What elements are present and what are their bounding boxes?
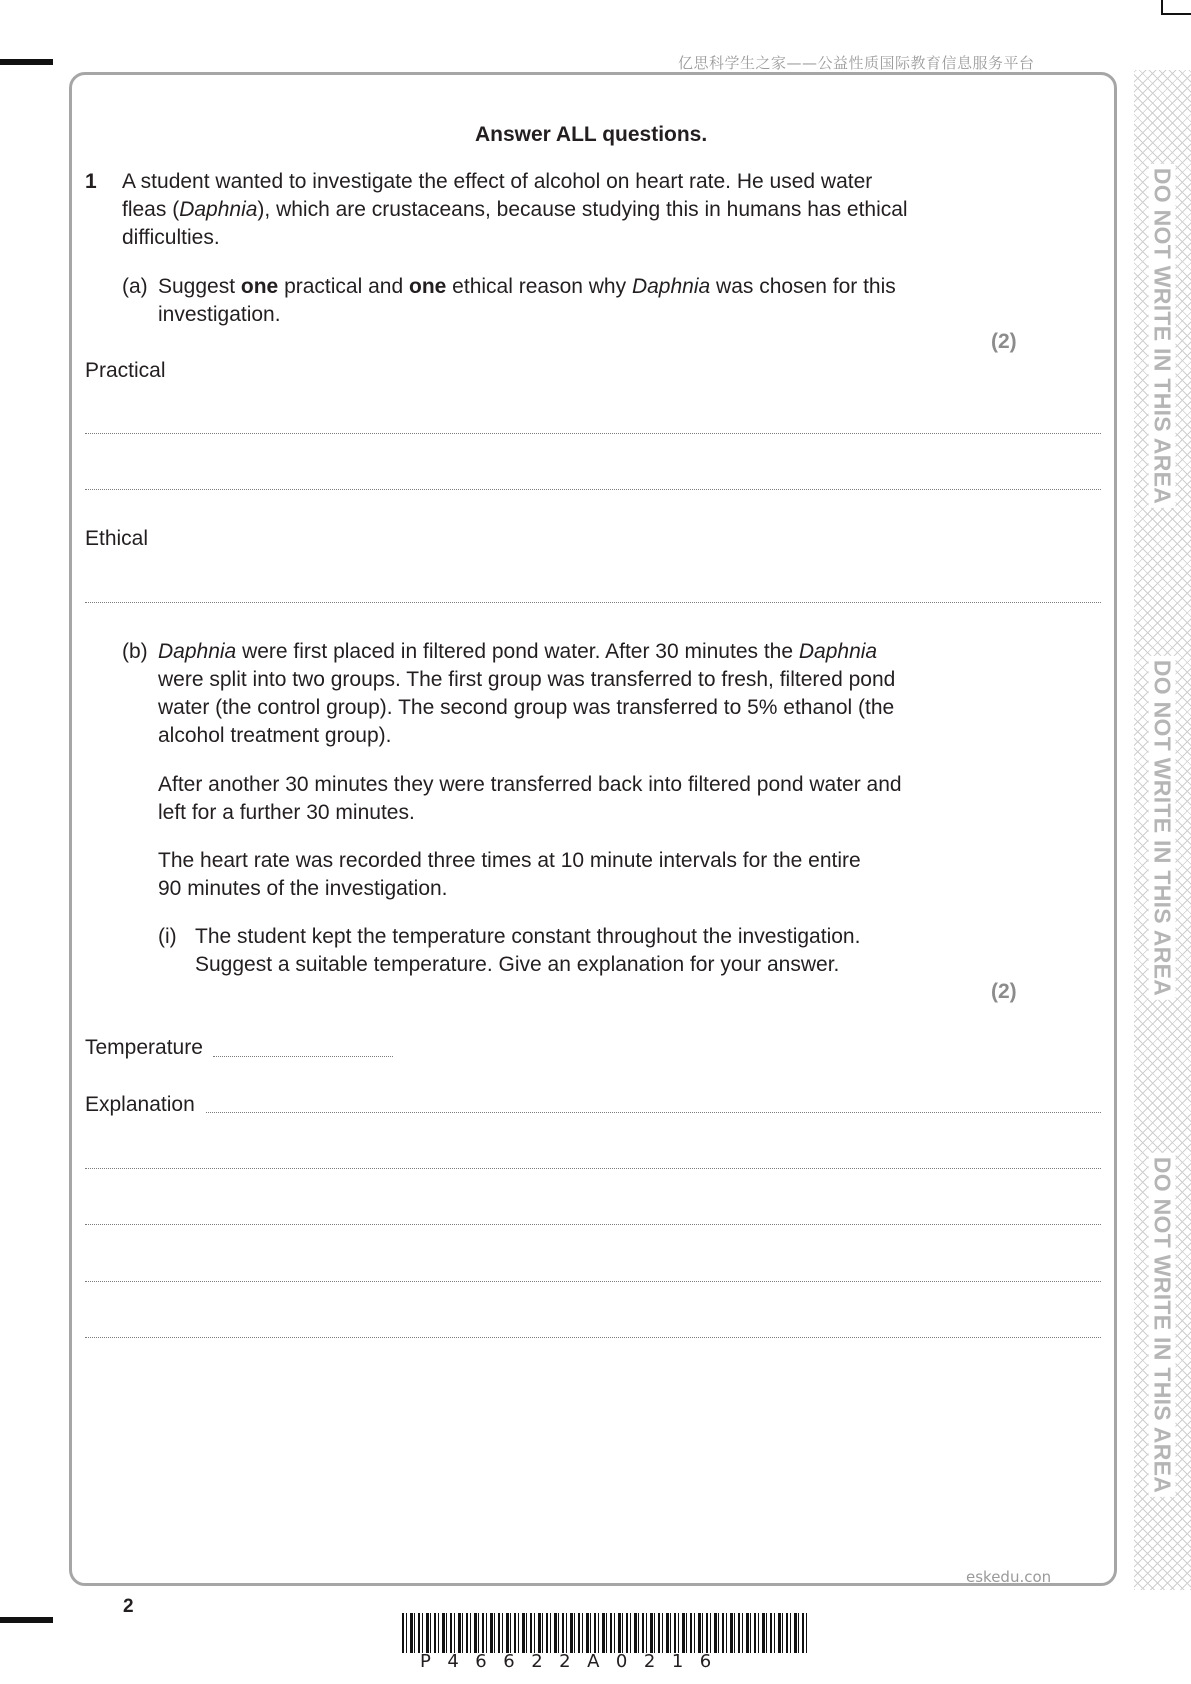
explanation-answer-line-1[interactable] [206, 1112, 1101, 1113]
daphnia-term: Daphnia [179, 198, 258, 221]
part-b-para3-line-1: The heart rate was recorded three times at 10 minute intervals for the entire [158, 849, 861, 872]
page-number: 2 [123, 1596, 134, 1617]
part-b-para2-line-1: After another 30 minutes they were transferred back into filtered pond water and [158, 773, 902, 796]
explanation-answer-line-4[interactable] [85, 1281, 1101, 1282]
part-b-i-label: (i) [158, 925, 177, 948]
part-b-i-line-2: Suggest a suitable temperature. Give an explanation for your answer. [195, 953, 840, 976]
crop-mark-top-right [1161, 0, 1163, 13]
part-a-bold-one-2: one [409, 275, 447, 298]
part-a-bold-one-1: one [240, 275, 279, 298]
footer-site-watermark: eskedu.con [966, 1568, 1052, 1586]
part-a-text-3: ethical reason why [446, 275, 632, 298]
crop-mark-top-left [0, 59, 53, 65]
question-stem-line-2: fleas (Daphnia), which are crustaceans, because studying this in humans has ethical [122, 198, 908, 221]
explanation-answer-line-5[interactable] [85, 1337, 1101, 1338]
part-b-daphnia-2: Daphnia [798, 640, 878, 663]
part-b-para1-line-1 [158, 638, 877, 666]
explanation-label: Explanation [85, 1093, 195, 1116]
header-watermark: 亿思科学生之家——公益性质国际教育信息服务平台 [678, 54, 1035, 72]
part-a-marks: (2) [991, 330, 1017, 353]
part-b-para1-line-4: alcohol treatment group). [158, 724, 392, 747]
part-b-para2-line-2: left for a further 30 minutes. [158, 801, 415, 824]
question-number: 1 [85, 170, 97, 193]
practical-answer-line-1[interactable] [85, 433, 1101, 434]
question-stem-line-3: difficulties. [122, 226, 220, 249]
do-not-write-label-1: DO NOT WRITE IN THIS AREA [1149, 164, 1176, 508]
part-a-label: (a) [122, 275, 148, 298]
part-b-daphnia-1: Daphnia [158, 640, 237, 663]
practical-label: Practical [85, 359, 166, 382]
barcode-text: P46622A0216 [420, 1651, 728, 1672]
part-b-i-marks: (2) [991, 980, 1017, 1003]
question-stem-line-1: A student wanted to investigate the effect of alcohol on heart rate. He used water [122, 170, 873, 193]
crop-mark-top-right-h [1161, 13, 1191, 15]
ethical-label: Ethical [85, 527, 149, 550]
part-a-text-1: Suggest [158, 275, 241, 298]
explanation-answer-line-3[interactable] [85, 1224, 1101, 1225]
barcode [402, 1613, 810, 1653]
part-b-para1-line-3: water (the control group). The second group was transferred to 5% ethanol (the [158, 696, 895, 719]
explanation-answer-line-2[interactable] [85, 1168, 1101, 1169]
part-a-line-1 [158, 273, 896, 301]
part-b-i-line-1: The student kept the temperature constant throughout the investigation. [195, 925, 861, 948]
temperature-label: Temperature [85, 1036, 203, 1059]
crop-mark-bottom-left [0, 1617, 53, 1623]
temperature-answer-line[interactable] [213, 1056, 393, 1057]
instructions-heading: Answer ALL questions. [475, 123, 708, 146]
part-a-line-2: investigation. [158, 303, 281, 326]
part-b-label: (b) [122, 640, 148, 663]
practical-answer-line-2[interactable] [85, 489, 1101, 490]
part-b-para3-line-2: 90 minutes of the investigation. [158, 877, 448, 900]
ethical-answer-line-1[interactable] [85, 602, 1101, 603]
part-a-daphnia: Daphnia [631, 275, 711, 298]
part-a-text-2: practical and [278, 275, 409, 298]
part-b-para1-line-2: were split into two groups. The first group was transferred to fresh, filtered pond [158, 668, 896, 691]
part-b-para1-text: were first placed in filtered pond water. After 30 minutes the [236, 640, 799, 663]
do-not-write-label-3: DO NOT WRITE IN THIS AREA [1149, 1153, 1176, 1497]
part-a-text-4: was chosen for this [710, 275, 896, 298]
do-not-write-label-2: DO NOT WRITE IN THIS AREA [1149, 656, 1176, 1000]
